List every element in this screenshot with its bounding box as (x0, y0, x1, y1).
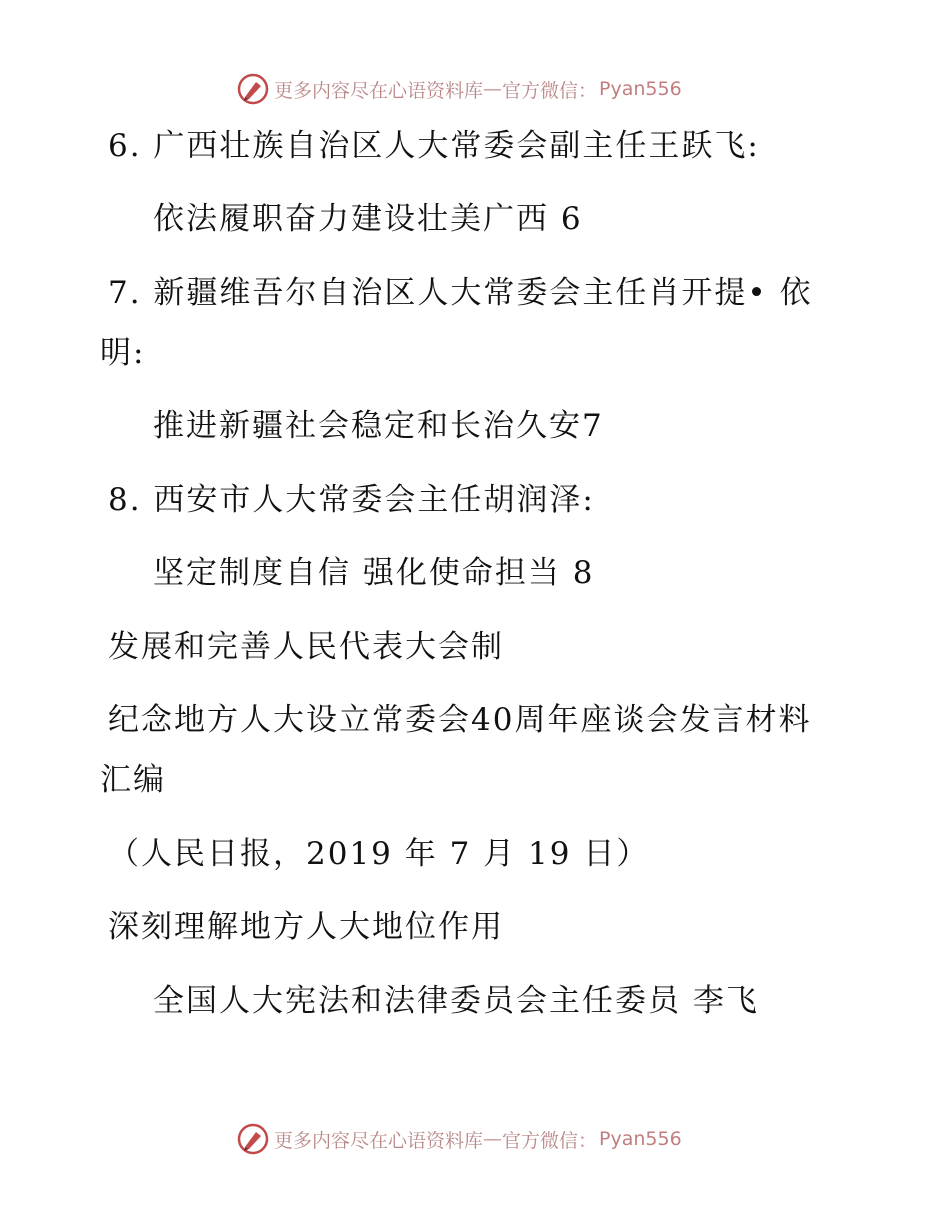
watermark-separator: — (483, 78, 503, 100)
toc-item-7-title: 推进新疆社会稳定和长治久安7 (153, 408, 604, 444)
toc-item-7-cont: 明: (100, 335, 146, 371)
watermark-separator: — (483, 1128, 503, 1150)
footer-watermark (236, 1122, 682, 1156)
collection-title-cont: 汇编 (100, 762, 166, 798)
watermark-official: 官方微信： (502, 79, 598, 102)
pen-nib-logo-icon (236, 1122, 270, 1156)
watermark-official: 官方微信： (502, 1129, 598, 1152)
toc-item-8: 8. 西安市人大常委会主任胡润泽: (108, 482, 595, 518)
toc-item-7: 7. 新疆维吾尔自治区人大常委会主任肖开提• 依 (108, 275, 813, 311)
article-heading: 深刻理解地方人大地位作用 (108, 909, 504, 945)
watermark-text: 更多内容尽在心语资料库 (274, 1129, 484, 1152)
article-author: 全国人大宪法和法律委员会主任委员 李飞 (153, 983, 759, 1019)
pen-nib-logo-icon (236, 72, 270, 106)
section-heading: 发展和完善人民代表大会制 (108, 629, 504, 665)
toc-item-8-title: 坚定制度自信 强化使命担当 8 (153, 555, 595, 591)
watermark-text: 更多内容尽在心语资料库 (274, 79, 484, 102)
watermark-id: Pyan556 (599, 78, 682, 100)
collection-title: 纪念地方人大设立常委会40周年座谈会发言材料 (108, 702, 812, 738)
toc-item-6: 6. 广西壮族自治区人大常委会副主任王跃飞: (108, 128, 760, 164)
header-watermark (236, 72, 682, 106)
source-date: （人民日报，2019 年 7 月 19 日） (108, 836, 650, 872)
watermark-id: Pyan556 (599, 1128, 682, 1150)
toc-item-6-title: 依法履职奋力建设壮美广西 6 (153, 201, 583, 237)
